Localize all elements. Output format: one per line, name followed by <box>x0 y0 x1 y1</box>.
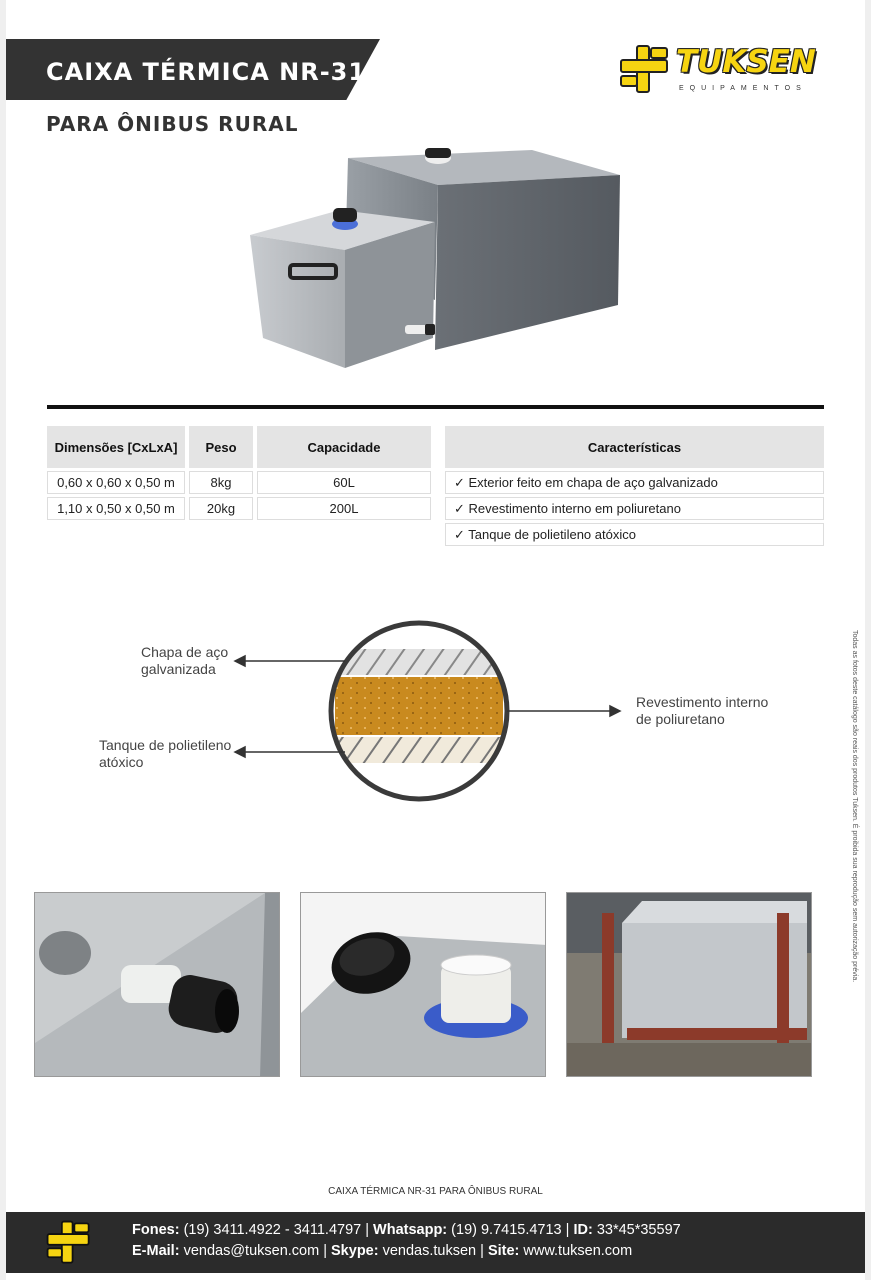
copyright-side-note: Todas as fotos deste catálogo são reais dos produtos Tuksen. É proibida sua reprodução sem autorização prévia. <box>851 630 858 983</box>
table-row <box>47 471 431 494</box>
polyurethane-layer <box>335 677 503 735</box>
brand-tagline: EQUIPAMENTOS <box>679 85 807 92</box>
features-table <box>441 423 828 549</box>
table-row <box>445 497 824 520</box>
radio-id: 33*45*35597 <box>596 1222 681 1238</box>
table-header-row <box>445 426 824 468</box>
brand-mark-icon <box>617 44 673 96</box>
arrow-right-icon <box>610 706 620 716</box>
cell-dimensions: 0,60 x 0,60 x 0,50 m <box>47 471 185 494</box>
arrow-left-icon <box>235 656 245 666</box>
skype-handle[interactable]: vendas.tuksen <box>382 1243 477 1259</box>
cell-weight: 20kg <box>189 497 253 520</box>
drain-valve-photo <box>34 892 280 1077</box>
feature-item: ✓ Revestimento interno em poliuretano <box>445 497 824 520</box>
steel-layer <box>335 649 503 675</box>
installed-box-photo <box>566 892 812 1077</box>
cell-capacity: 60L <box>257 471 431 494</box>
column-header-dimensions: Dimensões [CxLxA] <box>47 426 185 468</box>
page-caption: CAIXA TÉRMICA NR-31 PARA ÔNIBUS RURAL <box>328 1186 543 1197</box>
column-header-weight: Peso <box>189 426 253 468</box>
whatsapp-number[interactable]: (19) 9.7415.4713 <box>451 1222 562 1238</box>
brand-mark-icon <box>44 1218 94 1268</box>
phone-numbers[interactable]: (19) 3411.4922 - 3411.4797 <box>183 1222 362 1238</box>
label-polyurethane-lining: Revestimento interno de poliuretano <box>636 694 769 727</box>
specifications-table <box>43 423 435 523</box>
polyethylene-layer <box>335 737 503 763</box>
page-title: CAIXA TÉRMICA NR-31 <box>46 58 367 86</box>
website-link[interactable]: www.tuksen.com <box>523 1243 633 1259</box>
tuksen-logo <box>617 42 827 98</box>
label-galvanized-steel: Chapa de aço galvanizada <box>141 644 229 677</box>
table-row <box>47 497 431 520</box>
brand-name: TUKSEN <box>676 44 816 80</box>
product-boxes-image <box>245 140 625 375</box>
lid-cap-photo <box>300 892 546 1077</box>
page-subtitle: PARA ÔNIBUS RURAL <box>46 112 299 136</box>
label-polyethylene-tank: Tanque de polietileno atóxico <box>99 737 232 770</box>
email-link[interactable]: vendas@tuksen.com <box>183 1243 320 1259</box>
section-divider <box>47 405 824 409</box>
cell-dimensions: 1,10 x 0,50 x 0,50 m <box>47 497 185 520</box>
table-header-row <box>47 426 431 468</box>
cell-weight: 8kg <box>189 471 253 494</box>
contact-line-online: E-Mail: vendas@tuksen.com | Skype: vendas.tuksen | Site: www.tuksen.com <box>132 1243 633 1259</box>
feature-item: ✓ Tanque de polietileno atóxico <box>445 523 824 546</box>
column-header-features: Características <box>445 426 824 468</box>
table-row <box>445 523 824 546</box>
feature-item: ✓ Exterior feito em chapa de aço galvanizado <box>445 471 824 494</box>
table-row <box>445 471 824 494</box>
arrow-left-icon <box>235 747 245 757</box>
cell-capacity: 200L <box>257 497 431 520</box>
column-header-capacity: Capacidade <box>257 426 431 468</box>
contact-line-phones: Fones: (19) 3411.4922 - 3411.4797 | Whatsapp: (19) 9.7415.4713 | ID: 33*45*35597 <box>132 1222 681 1238</box>
